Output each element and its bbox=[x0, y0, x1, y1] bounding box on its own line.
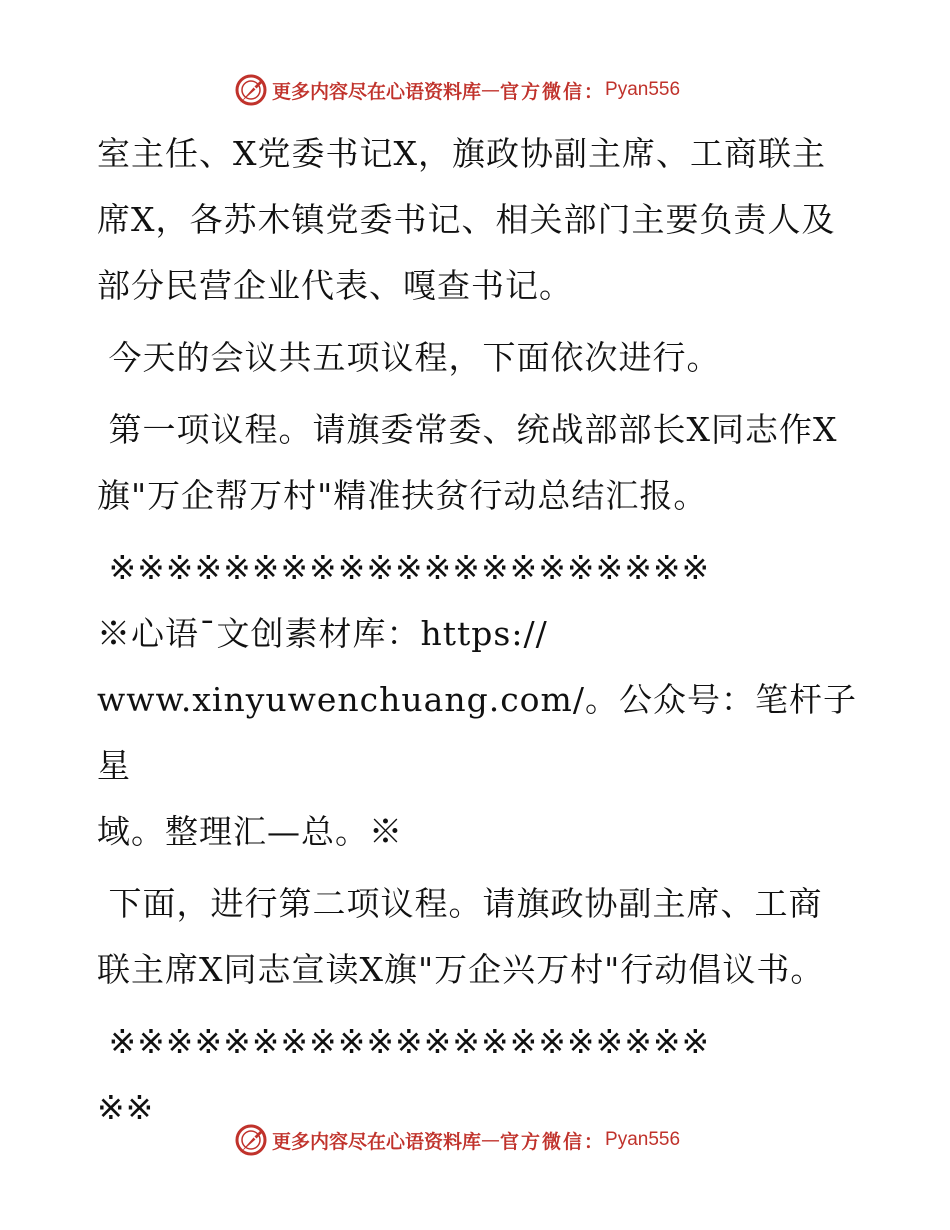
body-line: 下面，进行第二项议程。请旗政协副主席、工商 bbox=[97, 884, 823, 923]
footer-watermark-banner bbox=[234, 1122, 680, 1158]
header-watermark-banner bbox=[234, 72, 680, 108]
quill-pen-logo-icon bbox=[234, 73, 268, 107]
body-line: 部分民营企业代表、嘎查书记。 bbox=[97, 266, 573, 305]
banner-wechat-id: Pyan556 bbox=[605, 79, 681, 100]
banner-wechat-label: 官方微信： bbox=[500, 1130, 606, 1153]
separator-line: ※※※※※※※※※※※※※※※※※※※※※ bbox=[97, 548, 711, 587]
body-line: 席X，各苏木镇党委书记、相关部门主要负责人及 bbox=[97, 200, 836, 239]
body-line: 今天的会议共五项议程，下面依次进行。 bbox=[97, 338, 721, 377]
separator-line: ※※※※※※※※※※※※※※※※※※※※※ bbox=[97, 1022, 711, 1061]
banner-title: 更多内容尽在心语资料库 bbox=[272, 80, 482, 103]
body-line: 域。整理汇—总。※ bbox=[97, 812, 403, 851]
body-line: 联主席X同志宣读X旗"万企兴万村"行动倡议书。 bbox=[97, 950, 825, 989]
banner-title: 更多内容尽在心语资料库 bbox=[272, 1130, 482, 1153]
banner-wechat-id: Pyan556 bbox=[605, 1129, 681, 1150]
body-line: 旗"万企帮万村"精准扶贫行动总结汇报。 bbox=[97, 476, 708, 515]
body-line: ※※ bbox=[97, 1088, 155, 1127]
banner-dash: — bbox=[481, 1129, 501, 1151]
quill-pen-logo-icon bbox=[234, 1123, 268, 1157]
body-line: 室主任、X党委书记X，旗政协副主席、工商联主 bbox=[97, 134, 826, 173]
banner-dash: — bbox=[481, 79, 501, 101]
body-line: www.xinyuwenchuang.com/。公众号：笔杆子星 bbox=[97, 680, 857, 785]
banner-wechat-label: 官方微信： bbox=[500, 80, 606, 103]
body-line: 第一项议程。请旗委常委、统战部部长X同志作X bbox=[97, 410, 838, 449]
document-body bbox=[97, 121, 857, 1141]
body-line: ※心语¯文创素材库：https:// bbox=[97, 614, 548, 653]
